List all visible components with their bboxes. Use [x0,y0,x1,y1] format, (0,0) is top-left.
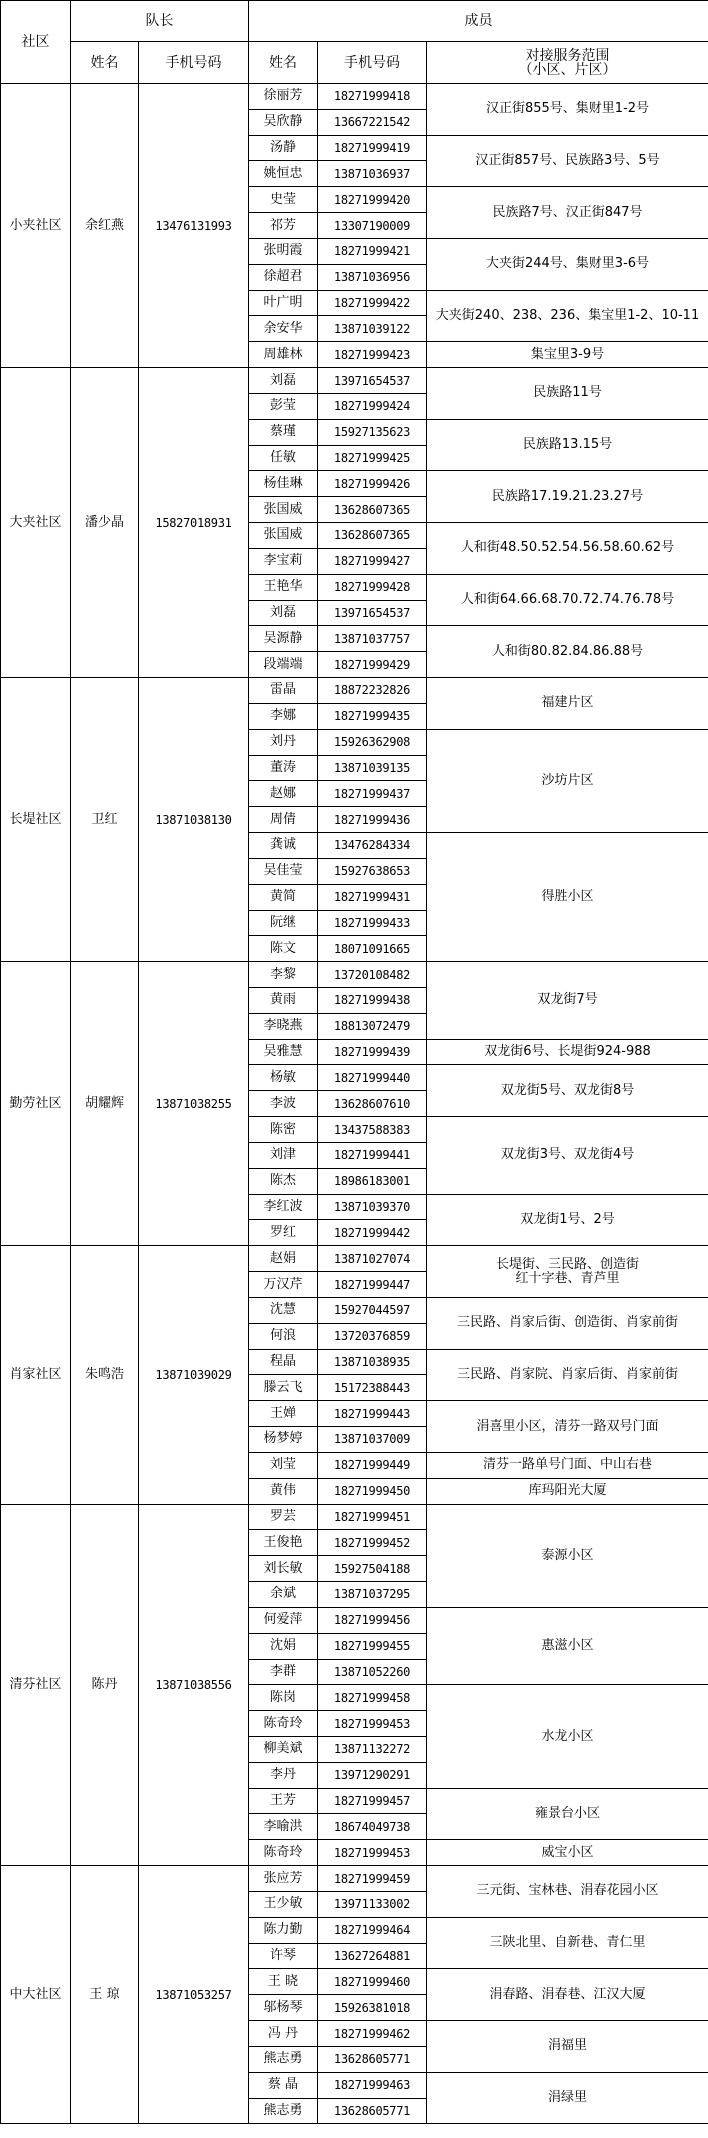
member-name: 陈力勤 [249,1917,318,1943]
service-area-text: 民族路13.15号 [522,437,613,453]
service-area-text: 双龙街1号、2号 [520,1211,615,1227]
member-name: 周倩 [249,807,318,833]
member-phone: 18271999456 [318,1607,427,1633]
service-area [427,1246,708,1298]
service-area-text: 三陕北里、自新巷、青仁里 [489,1935,646,1951]
table-row [1,678,708,704]
member-phone: 13720108482 [318,962,427,988]
member-phone: 18271999422 [318,290,427,316]
member-name: 王芳 [249,1788,318,1814]
service-area [427,1065,708,1117]
member-phone: 18271999463 [318,2072,427,2098]
service-area-text: 人和街48.50.52.54.56.58.60.62号 [460,540,675,556]
leader-name: 潘少晶 [71,368,139,678]
member-phone: 18271999419 [318,135,427,161]
service-area-text: 涓春路、涓春巷、江汉大厦 [489,1986,646,2002]
member-name: 万汉芹 [249,1272,318,1298]
service-area [427,1452,708,1478]
member-phone: 18071091665 [318,936,427,962]
service-area-text: 福建片区 [541,695,594,711]
member-name: 沈娟 [249,1633,318,1659]
member-phone: 18271999431 [318,884,427,910]
member-phone: 18271999425 [318,445,427,471]
leader-name: 朱鸣浩 [71,1246,139,1504]
leader-phone: 13871053257 [139,1866,249,2124]
member-name: 程晶 [249,1349,318,1375]
member-phone: 13437588383 [318,1117,427,1143]
member-phone: 18271999433 [318,910,427,936]
service-area-text: 三元街、宝林巷、涓春花园小区 [476,1883,659,1899]
member-name: 李宝莉 [249,548,318,574]
member-name: 何爱萍 [249,1607,318,1633]
member-name: 雷晶 [249,678,318,704]
member-phone: 13871027074 [318,1246,427,1272]
service-area [427,2072,708,2124]
service-area [427,238,708,290]
service-area [427,523,708,575]
service-area-text: 双龙街7号 [537,992,598,1008]
service-area-text: 双龙街6号、长堤街924-988 [484,1044,651,1060]
service-area-text: 涓喜里小区，清芬一路双号门面 [476,1418,659,1434]
service-area [427,1917,708,1969]
member-name: 任敏 [249,445,318,471]
member-name: 史莹 [249,187,318,213]
community-name: 肖家社区 [1,1246,71,1504]
service-area-text: 大夹街244号、集财里3-6号 [485,256,650,272]
header-row-1 [1,1,708,42]
member-phone: 13871132272 [318,1737,427,1763]
service-area [427,962,708,1039]
service-area [427,290,708,342]
service-area [427,678,708,730]
member-name: 刘津 [249,1142,318,1168]
leader-name: 胡耀辉 [71,962,139,1246]
member-name: 徐超君 [249,264,318,290]
member-phone: 13971133002 [318,1891,427,1917]
member-name: 冯 丹 [249,2021,318,2047]
service-area-text: 人和街64.66.68.70.72.74.76.78号 [460,592,675,608]
header-members: 成员 [249,1,708,42]
service-area [427,1194,708,1246]
header-leader: 队长 [71,1,249,42]
member-name: 张国威 [249,523,318,549]
member-phone: 18271999424 [318,393,427,419]
header-member-name: 姓名 [249,42,318,84]
member-name: 叶广明 [249,290,318,316]
member-phone: 13871037009 [318,1427,427,1453]
member-name: 刘丹 [249,729,318,755]
member-phone: 13871039135 [318,755,427,781]
member-name: 陈密 [249,1117,318,1143]
member-phone: 18271999442 [318,1220,427,1246]
member-phone: 18271999462 [318,2021,427,2047]
member-phone: 18271999436 [318,807,427,833]
member-phone: 18271999420 [318,187,427,213]
member-name: 吴佳莹 [249,858,318,884]
member-name: 祁芳 [249,213,318,239]
leader-phone: 13871038556 [139,1504,249,1866]
community-name: 小夹社区 [1,84,71,368]
member-phone: 18271999437 [318,781,427,807]
member-phone: 18271999453 [318,1840,427,1866]
member-name: 滕云飞 [249,1375,318,1401]
service-area [427,1401,708,1453]
member-name: 王艳华 [249,574,318,600]
service-area [427,574,708,626]
member-name: 杨梦婷 [249,1427,318,1453]
member-name: 刘长敏 [249,1556,318,1582]
member-name: 黄雨 [249,987,318,1013]
service-area-text: 涓福里 [548,2038,588,2054]
service-area [427,2021,708,2073]
member-name: 王婵 [249,1401,318,1427]
service-area [427,626,708,678]
member-phone: 18271999441 [318,1142,427,1168]
service-area-text: 民族路7号、汉正街847号 [492,204,643,220]
member-phone: 18271999447 [318,1272,427,1298]
member-name: 王俊艳 [249,1530,318,1556]
service-area [427,833,708,962]
member-phone: 13628607610 [318,1091,427,1117]
member-name: 李红波 [249,1194,318,1220]
member-phone: 13628605771 [318,2046,427,2072]
service-area [427,419,708,471]
member-phone: 18271999438 [318,987,427,1013]
member-phone: 18271999439 [318,1039,427,1065]
header-area-line2: （小区、片区） [518,61,617,78]
service-area [427,1685,708,1788]
header-service-area [427,42,708,84]
member-phone: 13871037757 [318,626,427,652]
service-area-text: 三民路、肖家院、肖家后街、肖家前街 [457,1366,679,1382]
member-phone: 15927044597 [318,1297,427,1323]
member-name: 李黎 [249,962,318,988]
member-name: 李群 [249,1659,318,1685]
member-name: 张应芳 [249,1866,318,1892]
table-row [1,962,708,988]
member-name: 张明霞 [249,238,318,264]
service-area-text: 人和街80.82.84.86.88号 [491,643,644,659]
member-phone: 18271999450 [318,1478,427,1504]
member-phone: 18813072479 [318,1013,427,1039]
member-phone: 18271999458 [318,1685,427,1711]
member-phone: 13307190009 [318,213,427,239]
member-phone: 18271999421 [318,238,427,264]
service-area-text: 集宝里3-9号 [530,346,605,362]
member-phone: 13871039370 [318,1194,427,1220]
member-phone: 13871036937 [318,161,427,187]
member-phone: 18271999418 [318,84,427,110]
member-name: 吴欣静 [249,109,318,135]
member-phone: 18271999428 [318,574,427,600]
member-name: 阮继 [249,910,318,936]
member-name: 陈文 [249,936,318,962]
member-phone: 13971290291 [318,1762,427,1788]
member-phone: 18271999435 [318,703,427,729]
service-area-text: 惠滋小区 [541,1638,594,1654]
service-area-text: 三民路、肖家后街、创造街、肖家前街 [457,1315,679,1331]
member-name: 刘磊 [249,600,318,626]
member-name: 蔡瑾 [249,419,318,445]
member-phone: 15926381018 [318,1995,427,2021]
member-name: 黄简 [249,884,318,910]
member-name: 李波 [249,1091,318,1117]
header-leader-name: 姓名 [71,42,139,84]
service-area [427,84,708,136]
member-phone: 18674049738 [318,1814,427,1840]
member-phone: 13628607365 [318,497,427,523]
member-phone: 18271999460 [318,1969,427,1995]
member-name: 邬杨琴 [249,1995,318,2021]
member-name: 陈奇玲 [249,1840,318,1866]
member-phone: 13971654537 [318,368,427,394]
member-phone: 18271999443 [318,1401,427,1427]
member-name: 龚诚 [249,833,318,859]
member-phone: 18271999440 [318,1065,427,1091]
service-area-text: 汉正街857号、民族路3号、5号 [475,152,660,168]
member-name: 杨佳琳 [249,471,318,497]
member-name: 李娜 [249,703,318,729]
service-area [427,1478,708,1504]
service-area-text: 雍景台小区 [535,1805,601,1821]
leader-phone: 13871038255 [139,962,249,1246]
service-area-text: 涓绿里 [548,2090,588,2106]
leader-name: 陈丹 [71,1504,139,1866]
header-community: 社区 [1,1,71,84]
member-name: 熊志勇 [249,2046,318,2072]
member-phone: 13628605771 [318,2098,427,2124]
leader-name: 王 琼 [71,1866,139,2124]
member-name: 吴雅慧 [249,1039,318,1065]
member-name: 许琴 [249,1943,318,1969]
table-row [1,1866,708,1892]
member-phone: 15172388443 [318,1375,427,1401]
member-phone: 13971654537 [318,600,427,626]
header-row-2 [1,42,708,84]
community-name: 清芬社区 [1,1504,71,1866]
service-area-text: 民族路17.19.21.23.27号 [491,488,644,504]
member-phone: 18271999451 [318,1504,427,1530]
leader-name: 余红燕 [71,84,139,368]
member-name: 黄伟 [249,1478,318,1504]
community-name: 大夹社区 [1,368,71,678]
service-area-text: 清芬一路单号门面、中山右巷 [483,1457,653,1473]
community-name: 中大社区 [1,1866,71,2124]
leader-phone: 13871038130 [139,678,249,962]
member-name: 徐丽芳 [249,84,318,110]
member-phone: 13871052260 [318,1659,427,1685]
member-phone: 18986183001 [318,1168,427,1194]
service-area-text: 汉正街855号、集财里1-2号 [485,101,650,117]
member-name: 柳美斌 [249,1737,318,1763]
service-area [427,1969,708,2021]
service-area-text: 双龙街5号、双龙街8号 [500,1082,635,1098]
service-area [427,1039,708,1065]
service-area [427,187,708,239]
service-area-text: 双龙街3号、双龙街4号 [500,1147,635,1163]
member-phone: 18271999457 [318,1788,427,1814]
member-phone: 13720376859 [318,1323,427,1349]
service-area [427,135,708,187]
member-name: 赵娜 [249,781,318,807]
leader-phone: 13871039029 [139,1246,249,1504]
table-row [1,1504,708,1530]
member-name: 罗芸 [249,1504,318,1530]
community-name: 长堤社区 [1,678,71,962]
leader-phone: 13476131993 [139,84,249,368]
member-name: 彭莹 [249,393,318,419]
member-phone: 18271999427 [318,548,427,574]
member-phone: 18271999464 [318,1917,427,1943]
service-area [427,368,708,420]
service-area-text: 水龙小区 [541,1728,594,1744]
service-area-text: 民族路11号 [533,385,602,401]
member-name: 李丹 [249,1762,318,1788]
member-phone: 13871037295 [318,1582,427,1608]
member-name: 王少敏 [249,1891,318,1917]
member-phone: 13871039122 [318,316,427,342]
service-area-text: 威宝小区 [541,1844,594,1860]
member-name: 段端端 [249,652,318,678]
service-area [427,1504,708,1607]
member-name: 周雄林 [249,342,318,368]
table-row [1,368,708,394]
service-area [427,1297,708,1349]
member-phone: 18271999455 [318,1633,427,1659]
service-area [427,1866,708,1918]
member-phone: 18872232826 [318,678,427,704]
member-name: 陈杰 [249,1168,318,1194]
member-phone: 18271999459 [318,1866,427,1892]
member-name: 熊志勇 [249,2098,318,2124]
member-phone: 13628607365 [318,523,427,549]
service-area-text: 沙坊片区 [541,772,594,788]
header-leader-phone: 手机号码 [139,42,249,84]
member-phone: 13627264881 [318,1943,427,1969]
member-name: 沈慧 [249,1297,318,1323]
member-name: 陈岗 [249,1685,318,1711]
member-name: 罗红 [249,1220,318,1246]
service-area [427,471,708,523]
member-name: 汤静 [249,135,318,161]
community-name: 勤劳社区 [1,962,71,1246]
member-phone: 18271999423 [318,342,427,368]
member-name: 董涛 [249,755,318,781]
member-name: 王 晓 [249,1969,318,1995]
member-phone: 15927638653 [318,858,427,884]
member-name: 何浪 [249,1323,318,1349]
service-area-text: 长堤街、三民路、创造街 [496,1256,640,1272]
member-name: 李晓燕 [249,1013,318,1039]
member-name: 陈奇玲 [249,1711,318,1737]
member-name: 余安华 [249,316,318,342]
header-area-line1: 对接服务范围 [525,47,610,64]
member-name: 余斌 [249,1582,318,1608]
member-phone: 18271999426 [318,471,427,497]
service-area-text: 泰源小区 [541,1547,594,1563]
member-phone: 13476284334 [318,833,427,859]
member-name: 蔡 晶 [249,2072,318,2098]
service-area [427,729,708,832]
service-area [427,1349,708,1401]
member-phone: 15927504188 [318,1556,427,1582]
service-area-text-line2: 红十字巷、青芦里 [515,1270,620,1286]
member-phone: 13871036956 [318,264,427,290]
roster-body [1,84,708,2124]
service-area [427,1607,708,1684]
service-area-text: 大夹街240、238、236、集宝里1-2、10-11 [435,307,700,323]
member-name: 杨敏 [249,1065,318,1091]
leader-phone: 15827018931 [139,368,249,678]
member-name: 李喻洪 [249,1814,318,1840]
member-phone: 15927135623 [318,419,427,445]
table-row [1,84,708,110]
table-row [1,1246,708,1272]
member-name: 吴源静 [249,626,318,652]
service-area-text: 库玛阳光大厦 [528,1483,607,1499]
member-phone: 18271999449 [318,1452,427,1478]
member-phone: 18271999453 [318,1711,427,1737]
service-area-text: 得胜小区 [541,889,594,905]
member-name: 张国威 [249,497,318,523]
member-phone: 18271999452 [318,1530,427,1556]
header-member-phone: 手机号码 [318,42,427,84]
member-phone: 13667221542 [318,109,427,135]
member-phone: 13871038935 [318,1349,427,1375]
leader-name: 卫红 [71,678,139,962]
member-name: 刘莹 [249,1452,318,1478]
member-phone: 18271999429 [318,652,427,678]
member-phone: 15926362908 [318,729,427,755]
service-area [427,1788,708,1840]
member-name: 刘磊 [249,368,318,394]
service-area [427,1840,708,1866]
member-name: 赵娟 [249,1246,318,1272]
service-area [427,1117,708,1194]
service-area [427,342,708,368]
member-name: 姚恒忠 [249,161,318,187]
